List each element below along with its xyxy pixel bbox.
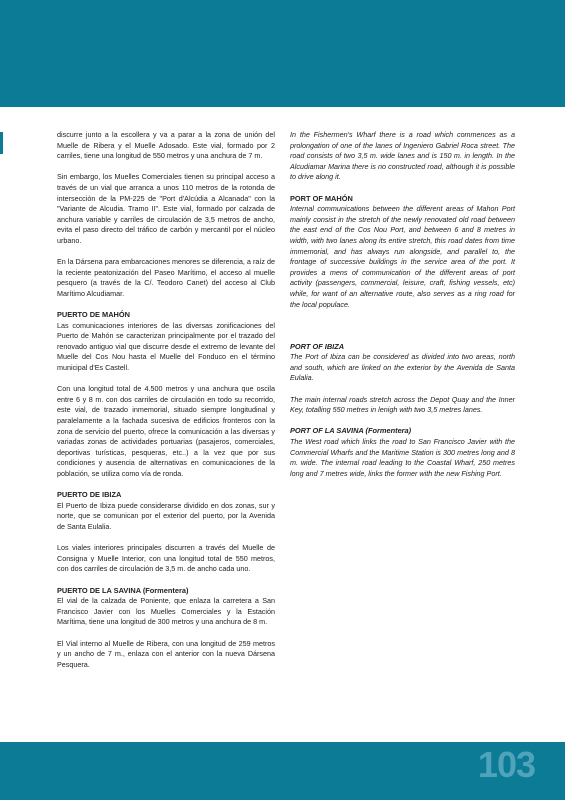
english-column [290,130,515,490]
paragraph: The main internal roads stretch across the Depot Quay and the Inner Key, totalling 550 metres in lenigh with two 3,5 metres lanes. [290,394,515,415]
section-heading-savina-en: PORT OF LA SAVINA (Formentera) [290,426,412,436]
paragraph: Los viales interiores principales discurren a través del Muelle de Consigna y Muelle Interior, con una longitud total de 550 metros, con dos carriles de circulación de 3,5 m. de ancho cada uno. [57,543,275,574]
section-heading-mahon: PUERTO DE MAHÓN [57,310,130,320]
header-band [0,0,565,107]
paragraph: The Port of Ibiza can be considered as divided into two areas, north and south, which are linked on the exterior by the Avenida de Santa Eulalia. [290,352,515,383]
margin-marker [0,132,3,154]
paragraph: The West road which links the road to San Francisco Javier with the Commercial Wharfs and the Maritime Station is 300 metres long and 8 m. wide. The internal road leading to the Coastal Wharf, 250 metres long and 7 metres wide, links the former with the new Fishing Port. [290,437,515,478]
section-heading-savina: PUERTO DE LA SAVINA (Formentera) [57,585,189,595]
paragraph: Con una longitud total de 4.500 metros y una anchura que oscila entre 6 y 8 m. con dos carriles de circulación en todo su recorrido, este vial, de trazado inmemorial, situado siempre longitudinal y paralelamente a la fachada sucesiva de edificios fronteros con la zona de servicio del puerto, ofrece la comunicación a las diversas y variadas zonas de actividades portuarias (pasajeros, comerciales, deportivas turísticas, pesqueras, etc..) a la vez que por sus condiciones y ausencia de alternativas en comunicaciones de la población, se utiliza como vía de ronda. [57,384,275,478]
paragraph: In the Fishermen's Wharf there is a road which commences as a prolongation of one of the lanes of Ingeniero Gabriel Roca street. The road consists of two 3,5 m. wide lanes and is 150 m. in length. In the Alcudiamar Marina there is no constructed road, although it is possible to drive along it. [290,130,515,182]
paragraph: El Vial interno al Muelle de Ribera, con una longitud de 259 metros y un ancho de 7 m., enlaza con el anterior con la nueva Dársena Pesquera. [57,638,275,669]
section-heading-ibiza: PUERTO DE IBIZA [57,490,122,500]
paragraph: Internal communications between the different areas of Mahon Port mainly consist in the stretch of the newly renovated old road between the east end of the Cos Nou Port, and between 6 and 8 metres in width, with two lanes along its entire stretch, this road dates from time immemorial, and has always run alongside, and parallel to, the frontage of successive buildings in the service area of the port. It provides a mens of communication of the different areas of port activity (passengers, commercial, leisure, craft, fishing vessels, etc) while, for want of an alternative route, also serves as a ring road for the local populace. [290,204,515,309]
paragraph: En la Dársena para embarcaciones menores se diferencia, a raíz de la reciente peatonización del Paseo Marítimo, el acceso al muelle pesquero (a través de la C/. Teodoro Canet) del acceso al Club Marítimo Alcudiamar. [57,257,275,298]
paragraph: El vial de la calzada de Poniente, que enlaza la carretera a San Francisco Javier con los Muelles Comerciales y la Estación Marítima, tiene una longitud de 300 metros y una anchura de 8 m. [57,596,275,627]
spacer [290,321,515,342]
paragraph: Sin embargo, los Muelles Comerciales tienen su principal acceso a través de un vial que arranca a unos 110 metros de la rotonda de intersección de la PM-225 de "Port d'Alcúdia a Alcanada" con la "Variante de Alcudia. Tramo II". Este vial, formado por calzada de anchura variable y carriles de circulación de 3,5 metros de ancho, evita el paso directo del tráfico de carbón y mercantil por el núcleo urbano. [57,172,275,245]
section-heading-mahon-en: PORT OF MAHÓN [290,193,353,203]
page-number: 103 [477,744,535,785]
paragraph: discurre junto a la escollera y va a parar a la zona de unión del Muelle de Ribera y el Muelle Adosado. Este vial, formado por 2 carriles, tiene una longitud de 550 metros y una anchura de 7 m. [57,130,275,161]
spanish-column [57,130,275,681]
section-heading-ibiza-en: PORT OF IBIZA [290,341,345,351]
paragraph: El Puerto de Ibiza puede considerarse dividido en dos zonas, sur y norte, que se comunican por el exterior del puerto, por la Avenida de Santa Eulalia. [57,500,275,531]
paragraph: Las comunicaciones interiores de las diversas zonificaciones del Puerto de Mahón se caracterizan principalmente por el trazado del renovado antiguo vial que discurre desde el extremo de levante del Muelle del Cos Nou hasta el Muelle del Fonduco en el término municipal d'Es Castell. [57,320,275,373]
